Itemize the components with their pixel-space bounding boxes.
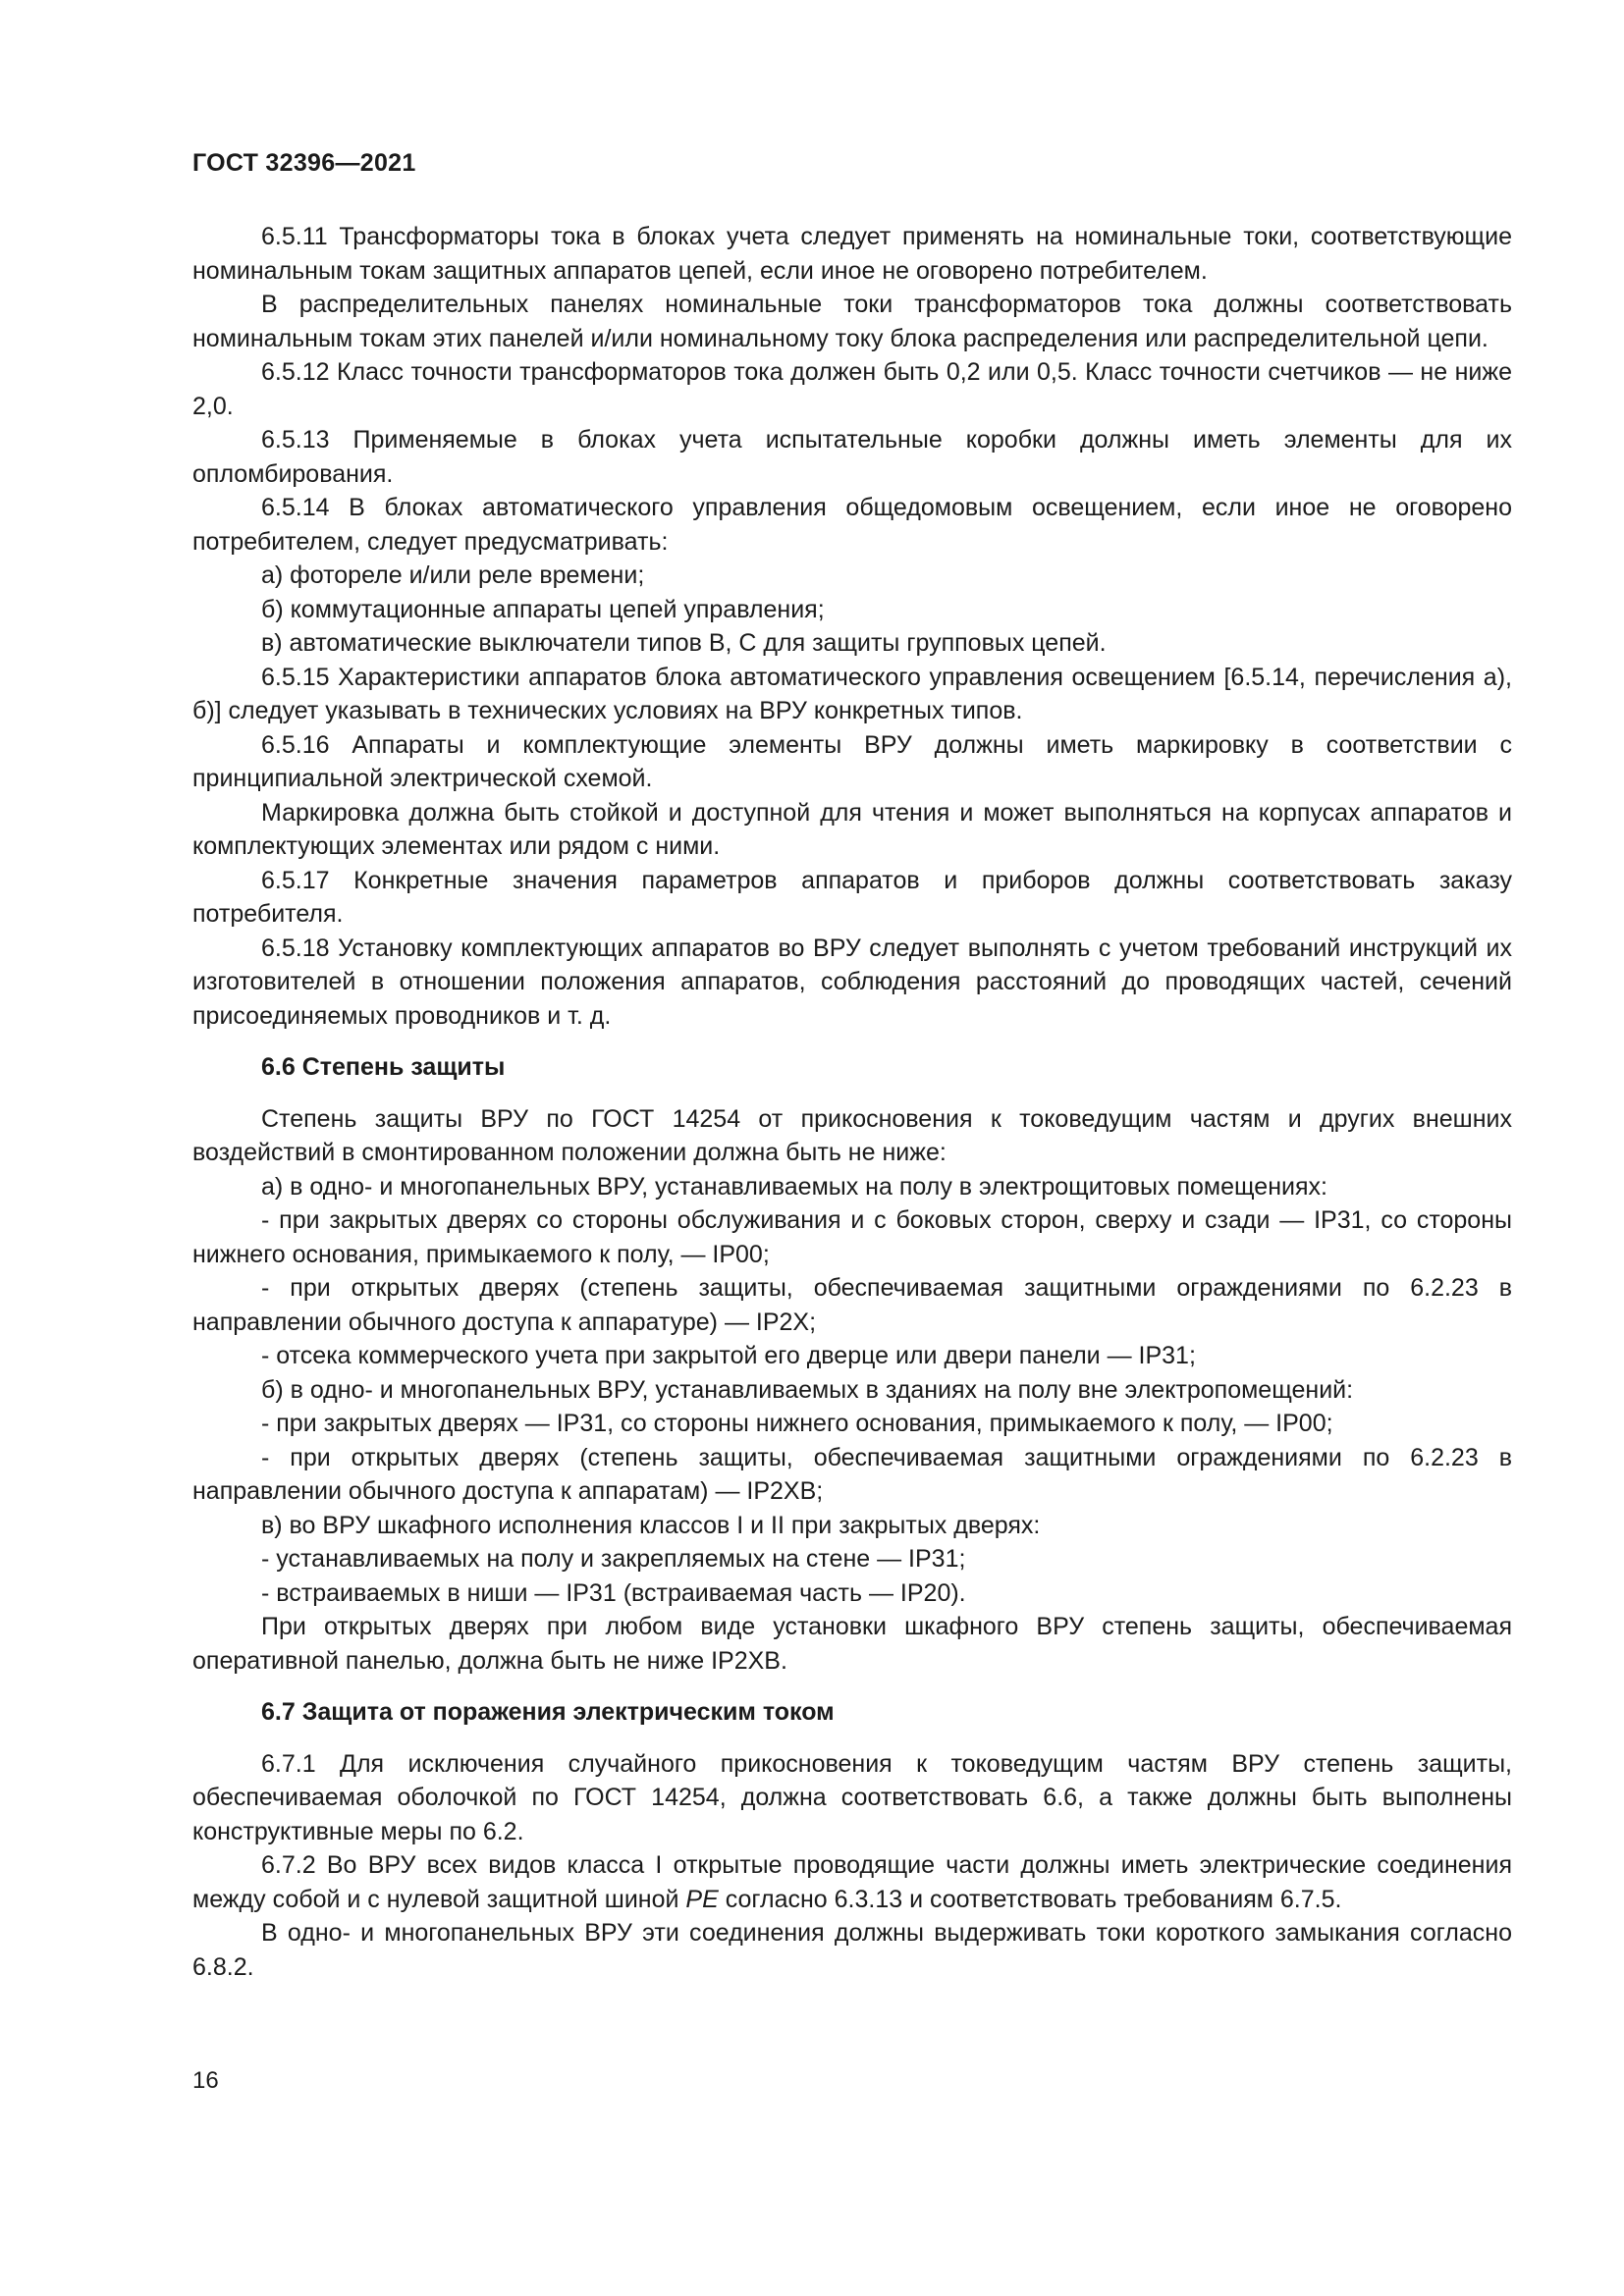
list-subitem: - отсека коммерческого учета при закрытой его дверце или двери панели — IP31;: [261, 1342, 1196, 1369]
list-item: б) коммутационные аппараты цепей управления;: [261, 595, 825, 623]
paragraph-text: 6.7.2 Во ВРУ всех видов класса I открытые проводящие части должны иметь электрические соединения между собой и с нулевой защитной шиной: [192, 1851, 1512, 1913]
list-item: б) в одно- и многопанельных ВРУ, устанавливаемых в зданиях на полу вне электропомещений:: [261, 1375, 1354, 1404]
list-subitem: - устанавливаемых на полу и закрепляемых на стене — IP31;: [261, 1545, 966, 1573]
list-subitem: - встраиваемых в ниши — IP31 (встраиваемая часть — IP20).: [261, 1578, 966, 1607]
paragraph-text: согласно 6.3.13 и соответствовать требованиям 6.7.5.: [718, 1885, 1342, 1913]
paragraph-6-7-1: 6.7.1 Для исключения случайного прикосновения к токоведущим частям ВРУ степень защиты, обеспечиваемая оболочкой по ГОСТ 14254, должна соответствовать 6.6, а также должны быть выполнены конструктивные меры по 6.2.: [192, 1749, 1512, 1845]
pe-term: PE: [685, 1885, 719, 1913]
paragraph-6-5-14: 6.5.14 В блоках автоматического управления общедомовым освещением, если иное не оговорено потребителем, следует предусматривать:: [192, 494, 1512, 556]
paragraph-6-5-12: 6.5.12 Класс точности трансформаторов тока должен быть 0,2 или 0,5. Класс точности счетчиков — не ниже 2,0.: [192, 358, 1512, 420]
paragraph-6-5-16: 6.5.16 Аппараты и комплектующие элементы ВРУ должны иметь маркировку в соответствии с принципиальной электрической схемой.: [192, 730, 1512, 792]
list-subitem: - при открытых дверях (степень защиты, обеспечиваемая защитными ограждениями по 6.2.23 в направлении обычного доступа к аппаратуре) — IP2X;: [192, 1274, 1512, 1336]
paragraph-6-5-17: 6.5.17 Конкретные значения параметров аппаратов и приборов должны соответствовать заказу потребителя.: [192, 866, 1512, 928]
paragraph: В одно- и многопанельных ВРУ эти соединения должны выдерживать токи короткого замыкания согласно 6.8.2.: [192, 1919, 1512, 1981]
paragraph-6-5-15: 6.5.15 Характеристики аппаратов блока автоматического управления освещением [6.5.14, перечисления а), б)] следует указывать в технических условиях на ВРУ конкретных типов.: [192, 663, 1512, 724]
paragraph-6-5-13: 6.5.13 Применяемые в блоках учета испытательные коробки должны иметь элементы для их опломбирования.: [192, 426, 1512, 488]
paragraph-6-5-11: 6.5.11 Трансформаторы тока в блоках учета следует применять на номинальные токи, соответствующие номинальным токам защитных аппаратов цепей, если иное не оговорено потребителем.: [192, 223, 1512, 285]
paragraph: В распределительных панелях номинальные токи трансформаторов тока должны соответствовать номинальным токам этих панелей и/или номинальному току блока распределения или распределительной цепи.: [192, 291, 1512, 352]
list-subitem: - при закрытых дверях со стороны обслуживания и с боковых сторон, сверху и сзади — IP31, со стороны нижнего основания, примыкаемого к полу, — IP00;: [192, 1206, 1512, 1268]
paragraph-6-5-18: 6.5.18 Установку комплектующих аппаратов во ВРУ следует выполнять с учетом требований инструкций их изготовителей в отношении положения аппаратов, соблюдения расстояний до проводящих частей, сечений присоединяемых проводников и т. д.: [192, 934, 1512, 1030]
page-number: 16: [192, 2067, 219, 2094]
paragraph: Степень защиты ВРУ по ГОСТ 14254 от прикосновения к токоведущим частям и других внешних воздействий в смонтированном положении должна быть не ниже:: [192, 1104, 1512, 1166]
paragraph: Маркировка должна быть стойкой и доступной для чтения и может выполняться на корпусах аппаратов и комплектующих элементах или рядом с ними.: [192, 798, 1512, 860]
list-item: в) во ВРУ шкафного исполнения классов I и II при закрытых дверях:: [261, 1511, 1041, 1539]
list-item: а) фотореле и/или реле времени;: [261, 561, 645, 589]
section-heading-6-6: 6.6 Степень защиты: [261, 1053, 506, 1081]
list-subitem: - при открытых дверях (степень защиты, обеспечиваемая защитными ограждениями по 6.2.23 в направлении обычного доступа к аппаратам) — IP2XB;: [192, 1443, 1512, 1505]
document-body: [192, 220, 1512, 1984]
list-item: а) в одно- и многопанельных ВРУ, устанавливаемых на полу в электрощитовых помещениях:: [261, 1172, 1327, 1201]
document-header: ГОСТ 32396—2021: [192, 149, 416, 177]
list-subitem: - при закрытых дверях — IP31, со стороны нижнего основания, примыкаемого к полу, — IP00;: [261, 1410, 1333, 1437]
list-item: в) автоматические выключатели типов В, С для защиты групповых цепей.: [261, 629, 1107, 657]
section-heading-6-7: 6.7 Защита от поражения электрическим током: [261, 1698, 835, 1726]
paragraph: При открытых дверях при любом виде установки шкафного ВРУ степень защиты, обеспечиваемая оперативной панелью, должна быть не ниже IP2XB.: [192, 1613, 1512, 1675]
paragraph-6-7-2: [192, 1848, 1512, 1916]
